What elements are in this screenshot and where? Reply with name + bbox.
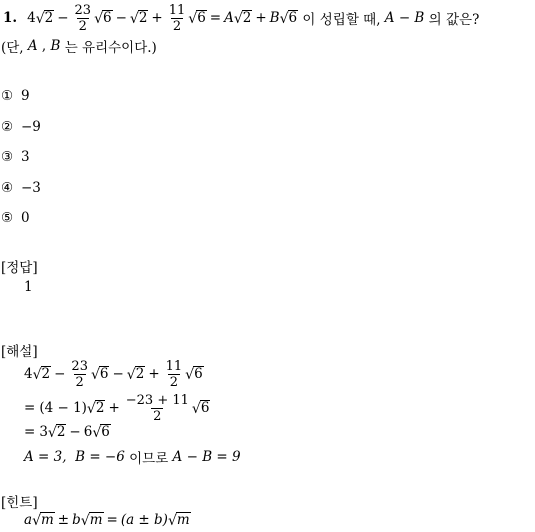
choice-value: 3 (21, 149, 30, 165)
sqrt-m-3: √ m (167, 512, 190, 529)
choice-value: −9 (21, 119, 41, 135)
note-comma: , (37, 38, 51, 54)
s2-eq: = (24, 400, 36, 416)
s4-connector: 이므로 (124, 451, 173, 467)
solution-line-3 (24, 424, 111, 440)
sqrt-6c: √ 6 (279, 10, 298, 27)
sqrt-2: √ 2 (32, 366, 51, 383)
choice-value: 9 (21, 88, 30, 104)
q-eq: = (209, 10, 222, 26)
s4-values: A = 3, B = −6 (24, 449, 125, 465)
choice-marker: ④ (1, 180, 14, 196)
sqrt-6: √ 6 (92, 424, 110, 441)
sqrt-6b: √ 6 (185, 366, 203, 383)
s1-frac-2: $\frac{11}{2}$ (165, 358, 183, 390)
sqrt-6: √ 6 (94, 10, 112, 27)
q-tail2: 의 값은? (424, 12, 480, 28)
sqrt-2: √ 2 (35, 10, 54, 27)
s3-coef-b: 6 (83, 424, 93, 440)
answer-value: 1 (24, 279, 33, 295)
sqrt-6: √ 6 (191, 400, 210, 417)
q-frac-11-2: $\frac{11}{2}$ (168, 2, 186, 34)
q-tail: 이 성립할 때, (298, 12, 385, 28)
q-coef-4: 4 (27, 10, 36, 26)
choice-4[interactable] (1, 180, 41, 196)
h-a: a (24, 512, 33, 528)
note-A: A (27, 38, 38, 54)
s1-minus: − (54, 366, 66, 382)
s1-minus-2: − (112, 366, 124, 382)
s2-paren: (4 − 1) (39, 400, 87, 416)
h-b: b (72, 512, 81, 528)
note-close: 는 유리수이다.) (60, 40, 157, 56)
q-frac-23-2: $\frac{23}{2}$ (74, 2, 92, 34)
s3-coef-a: 3 (39, 424, 48, 440)
sqrt-m-2: √ m (80, 512, 103, 529)
choice-5[interactable] (1, 210, 30, 226)
q-minus-2: − (115, 10, 127, 26)
sqrt-6b: √ 6 (188, 10, 206, 27)
choice-value: −3 (21, 180, 41, 196)
q-B: B (269, 10, 280, 26)
sqrt-6: √ 6 (90, 366, 109, 383)
s3-minus: − (69, 424, 81, 440)
solution-label: [해설] (1, 344, 38, 360)
solution-line-1 (24, 356, 204, 392)
choice-value: 0 (21, 210, 30, 226)
choice-marker: ① (1, 88, 14, 104)
q-A: A (224, 10, 234, 26)
note-open: (단, (1, 40, 28, 56)
question-line (3, 0, 479, 36)
sqrt-2c: √ 2 (233, 10, 252, 27)
s2-frac: $\frac{-23 + 11}{2}$ (125, 392, 189, 424)
q-plus-2: + (255, 10, 267, 26)
q-plus: + (151, 10, 163, 26)
hint-formula (24, 512, 191, 528)
solution-line-2 (24, 390, 210, 426)
s1-coef: 4 (24, 366, 33, 382)
question-number: 1. (3, 10, 18, 26)
choice-3[interactable] (1, 149, 30, 165)
sqrt-2: √ 2 (47, 424, 66, 441)
choice-marker: ② (1, 119, 14, 135)
s4-result: A − B = 9 (172, 449, 241, 465)
s2-plus: + (108, 400, 120, 416)
sqrt-2b: √ 2 (129, 10, 148, 27)
sqrt-2b: √ 2 (126, 366, 145, 383)
q-amb: A − B (384, 10, 425, 26)
h-pm: ± (57, 512, 70, 528)
note-B: B (50, 38, 61, 54)
choice-marker: ③ (1, 149, 14, 165)
h-paren: (a ± b) (120, 512, 168, 528)
choice-2[interactable] (1, 119, 41, 135)
condition-note (1, 36, 157, 56)
choice-1[interactable] (1, 88, 30, 104)
s1-plus: + (148, 366, 160, 382)
s1-frac: $\frac{23}{2}$ (71, 358, 88, 390)
sqrt-m: √ m (32, 512, 54, 529)
choice-marker: ⑤ (1, 210, 14, 226)
q-minus: − (57, 10, 69, 26)
hint-label: [힌트] (1, 495, 38, 511)
answer-label: [정답] (1, 260, 38, 276)
h-eq: = (106, 512, 118, 528)
sqrt-2: √ 2 (86, 400, 105, 417)
s3-eq: = (24, 424, 36, 440)
solution-line-4 (24, 447, 241, 467)
